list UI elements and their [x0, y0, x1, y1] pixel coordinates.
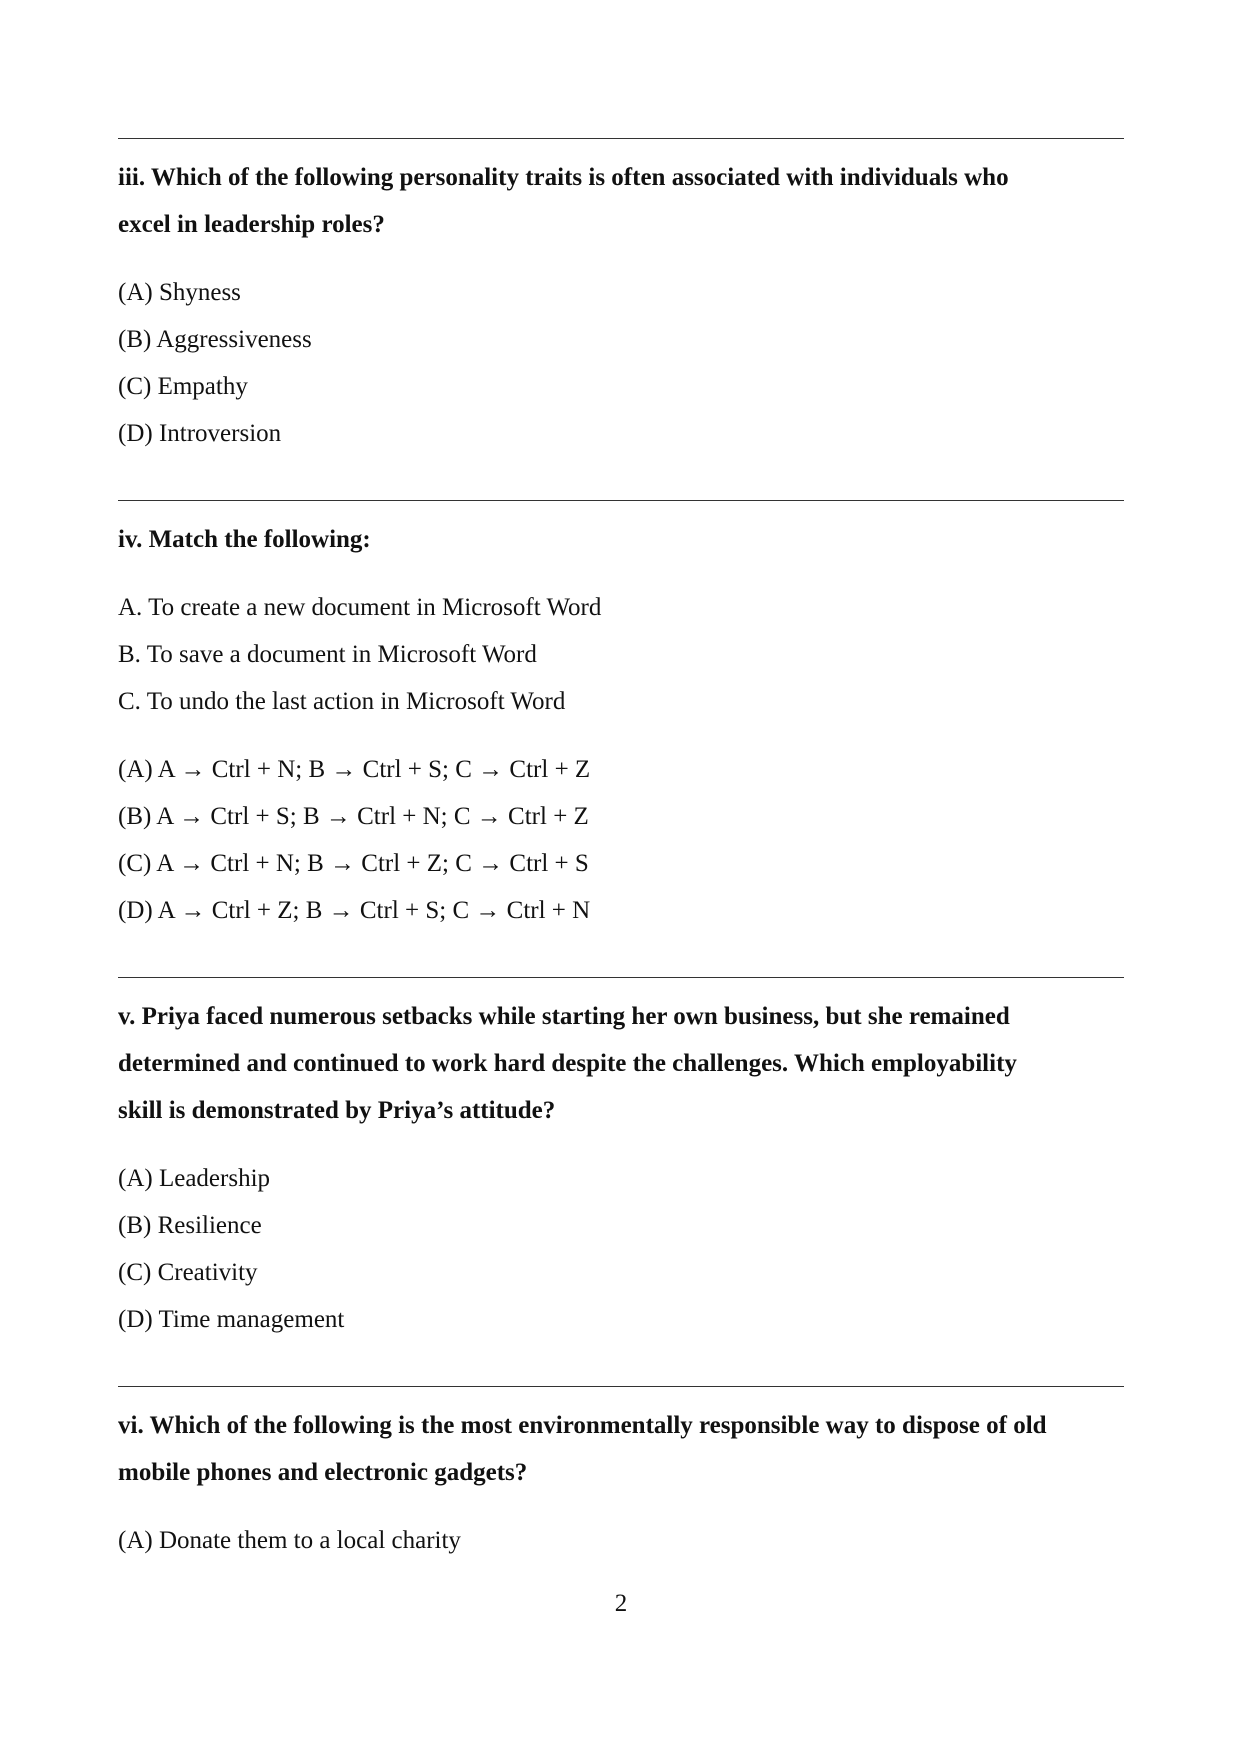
- question-v-option-a: (A) Leadership: [118, 1165, 271, 1192]
- question-iv-item-c: C. To undo the last action in Microsoft Word: [118, 688, 566, 715]
- page-number: 2: [614, 1590, 628, 1617]
- question-iv-option-d: (D) A → Ctrl + Z; B → Ctrl + S; C → Ctrl + N: [118, 897, 591, 924]
- question-iii-text-line-1: iii. Which of the following personality traits is often associated with individuals who: [118, 164, 1009, 191]
- question-vi-text-line-2: mobile phones and electronic gadgets?: [118, 1459, 528, 1486]
- question-iv-item-b: B. To save a document in Microsoft Word: [118, 641, 537, 668]
- question-vi-option-a: (A) Donate them to a local charity: [118, 1527, 461, 1554]
- divider-rule: [118, 138, 1124, 139]
- question-iii-option-c: (C) Empathy: [118, 373, 248, 400]
- question-iv-option-b: (B) A → Ctrl + S; B → Ctrl + N; C → Ctrl + Z: [118, 803, 589, 830]
- question-iv-text-line-1: iv. Match the following:: [118, 526, 371, 553]
- question-v-text-line-2: determined and continued to work hard despite the challenges. Which employability: [118, 1050, 1017, 1077]
- question-v-text-line-3: skill is demonstrated by Priya’s attitude?: [118, 1097, 556, 1124]
- question-v-option-d: (D) Time management: [118, 1306, 345, 1333]
- question-v-option-c: (C) Creativity: [118, 1259, 258, 1286]
- question-v-text-line-1: v. Priya faced numerous setbacks while starting her own business, but she remained: [118, 1003, 1010, 1030]
- divider-rule: [118, 500, 1124, 501]
- question-vi-text-line-1: vi. Which of the following is the most environmentally responsible way to dispose of old: [118, 1412, 1047, 1439]
- exam-page: [118, 0, 1124, 1754]
- question-v-option-b: (B) Resilience: [118, 1212, 262, 1239]
- question-iii-option-a: (A) Shyness: [118, 279, 241, 306]
- divider-rule: [118, 977, 1124, 978]
- question-iii-option-b: (B) Aggressiveness: [118, 326, 312, 353]
- question-iv-option-c: (C) A → Ctrl + N; B → Ctrl + Z; C → Ctrl + S: [118, 850, 589, 877]
- question-iv-item-a: A. To create a new document in Microsoft Word: [118, 594, 602, 621]
- question-iv-option-a: (A) A → Ctrl + N; B → Ctrl + S; C → Ctrl + Z: [118, 756, 591, 783]
- divider-rule: [118, 1386, 1124, 1387]
- question-iii-text-line-2: excel in leadership roles?: [118, 211, 385, 238]
- question-iii-option-d: (D) Introversion: [118, 420, 282, 447]
